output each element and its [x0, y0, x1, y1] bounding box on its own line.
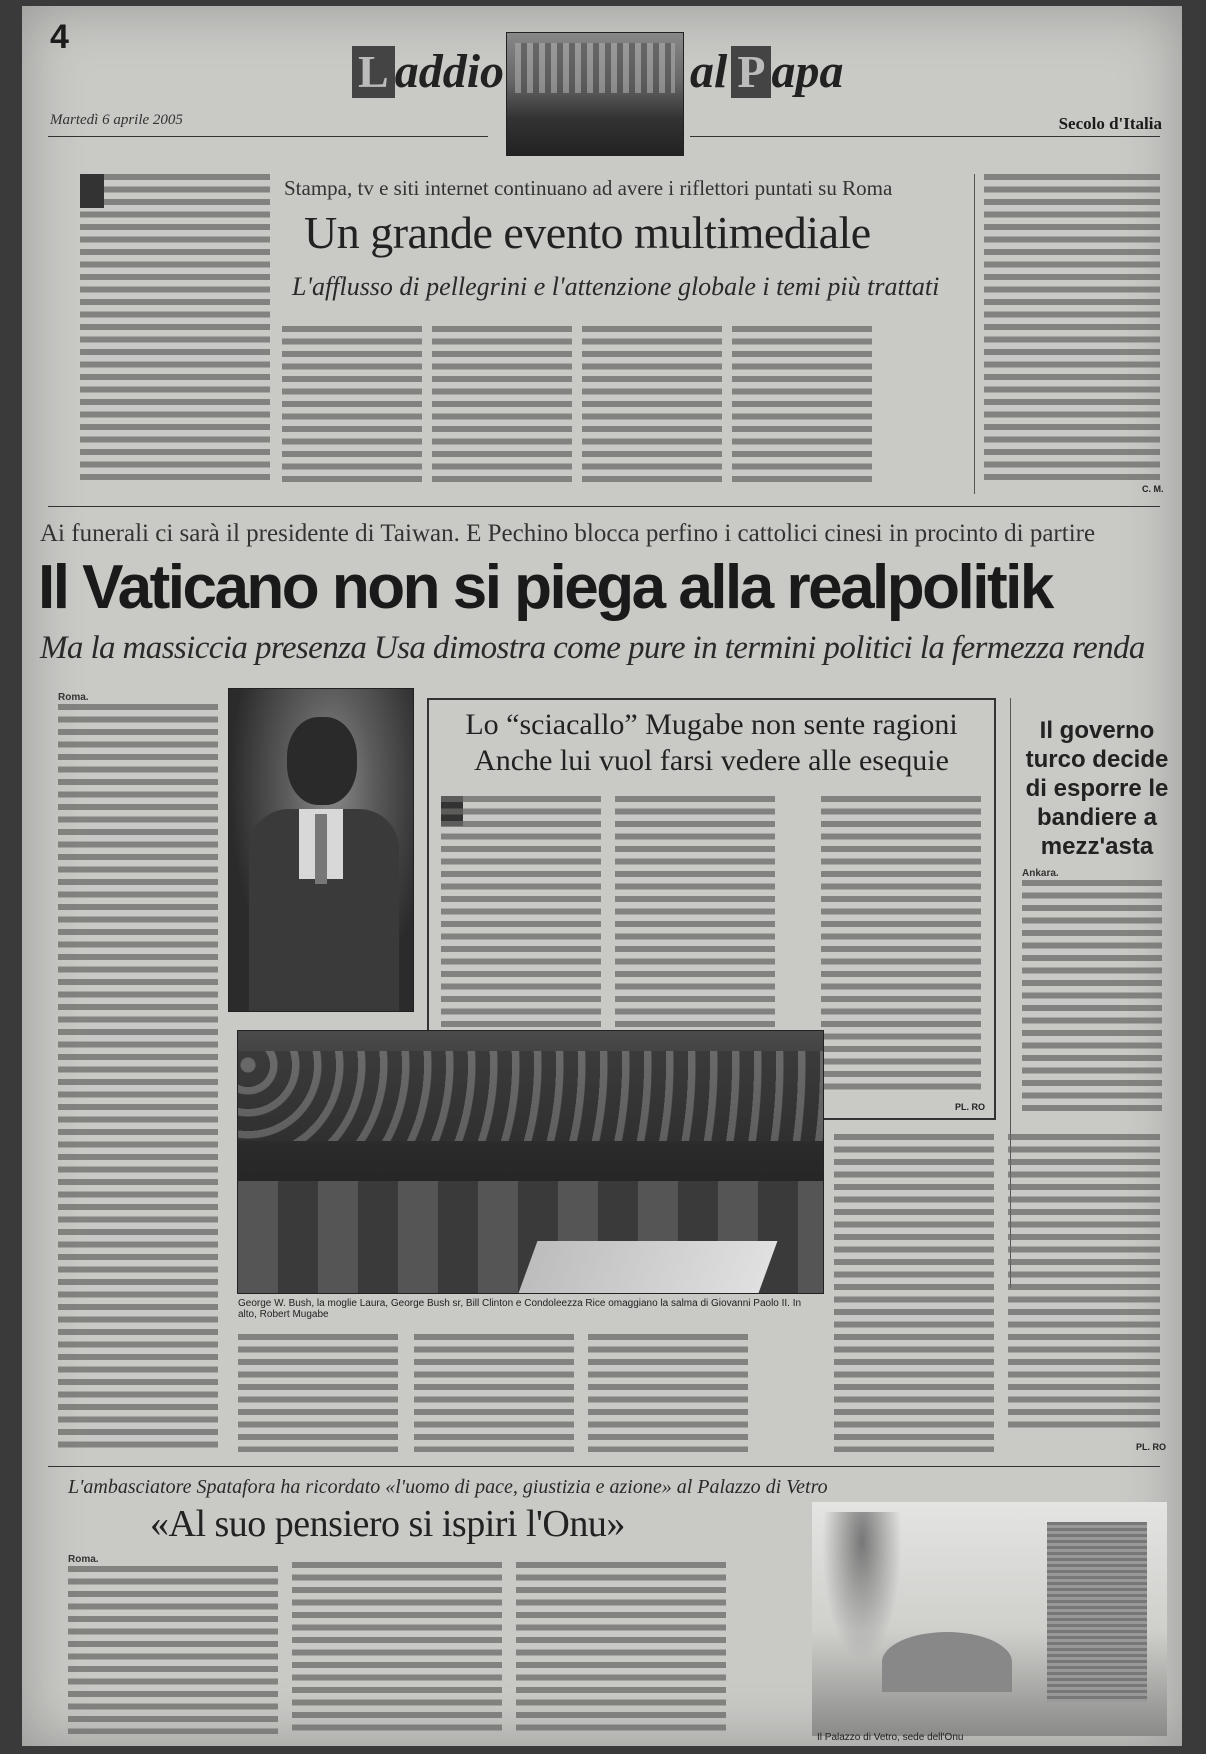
top-story-column-4	[582, 326, 722, 486]
main-story-column-6	[1008, 1134, 1160, 1434]
section-word-addio: addio	[394, 45, 505, 98]
section-title-right	[690, 44, 843, 99]
header-rule-left	[48, 136, 488, 137]
top-story-column-1	[80, 174, 270, 486]
top-story-column-2	[282, 326, 422, 486]
top-story-divider	[974, 174, 975, 494]
mugabe-column-3	[821, 796, 981, 1096]
paper-name: Secolo d'Italia	[1058, 114, 1162, 133]
top-story-column-3	[432, 326, 572, 486]
issue-date: Martedì 6 aprile 2005	[50, 112, 183, 128]
sidebar-headline: Il governo turco decide di esporre le bandiere a mezz'asta	[1025, 717, 1169, 860]
top-story-kicker: Stampa, tv e siti internet continuano ad avere i riflettori puntati su Roma	[284, 176, 893, 200]
main-story-byline: PL. RO	[1136, 1442, 1167, 1452]
main-story-deck: Ma la massiccia presenza Usa dimostra come pure in termini politici la fermezza renda	[40, 630, 1145, 666]
top-story-dropcap	[80, 174, 104, 208]
main-story-dateline: Roma.	[58, 692, 89, 703]
section-word-papa: apa	[771, 45, 844, 98]
main-story-kicker: Ai funerali ci sarà il presidente di Taiwan. E Pechino blocca perfino i cattolici cinesi in procinto di partire	[40, 520, 1096, 547]
section-rule-2	[48, 1466, 1160, 1467]
top-story-headline: Un grande evento multimediale	[304, 207, 871, 258]
mugabe-column-1	[441, 796, 601, 1032]
funeral-photo-caption: George W. Bush, la moglie Laura, George Bush sr, Bill Clinton e Condoleezza Rice omaggiano la salma di Giovanni Paolo II. In alto, Robert Mugabe	[238, 1298, 802, 1320]
newspaper-page	[22, 6, 1182, 1746]
mugabe-column-2	[615, 796, 775, 1032]
onu-photo	[812, 1502, 1167, 1736]
onu-dateline: Roma.	[68, 1554, 99, 1565]
mugabe-photo	[228, 688, 414, 1012]
section-dropcap-l: L	[352, 46, 395, 98]
onu-headline: «Al suo pensiero si ispiri l'Onu»	[150, 1503, 625, 1545]
section-title-left	[352, 44, 504, 99]
main-story-column-5	[834, 1134, 994, 1452]
section-rule-1	[48, 506, 1160, 507]
sidebar-dateline: Ankara.	[1022, 868, 1059, 879]
onu-kicker: L'ambasciatore Spatafora ha ricordato «l'uomo di pace, giustizia e azione» al Palazzo di Vetro	[68, 1476, 828, 1498]
top-story-column-5	[732, 326, 872, 486]
sidebar-column	[1022, 880, 1162, 1112]
main-story-column-1	[58, 704, 218, 1454]
main-story-column-3	[414, 1334, 574, 1452]
page-number: 4	[50, 18, 69, 56]
top-story-byline: C. M.	[1142, 484, 1164, 494]
main-story-column-4	[588, 1334, 748, 1452]
main-story-column-2	[238, 1334, 398, 1452]
section-dropcap-p: P	[731, 46, 771, 98]
header-rule-right	[690, 136, 1160, 137]
section-word-al: al	[690, 45, 728, 98]
mugabe-byline: PL. RO	[955, 1102, 986, 1112]
onu-column-2	[292, 1562, 502, 1734]
main-story-headline: Il Vaticano non si piega alla realpolitik	[38, 553, 1052, 622]
onu-photo-caption: Il Palazzo di Vetro, sede dell'Onu	[817, 1732, 964, 1743]
onu-column-1	[68, 1566, 278, 1734]
mugabe-headline-line2: Anche lui vuol farsi vedere alle esequie	[474, 744, 949, 777]
funeral-photo	[237, 1030, 824, 1294]
top-story-deck: L'afflusso di pellegrini e l'attenzione globale i temi più trattati	[292, 272, 940, 301]
mugabe-headline-line1: Lo “sciacallo” Mugabe non sente ragioni	[465, 708, 958, 741]
onu-column-3	[516, 1562, 726, 1734]
top-story-column-6	[984, 174, 1160, 484]
masthead-photo	[506, 32, 684, 156]
